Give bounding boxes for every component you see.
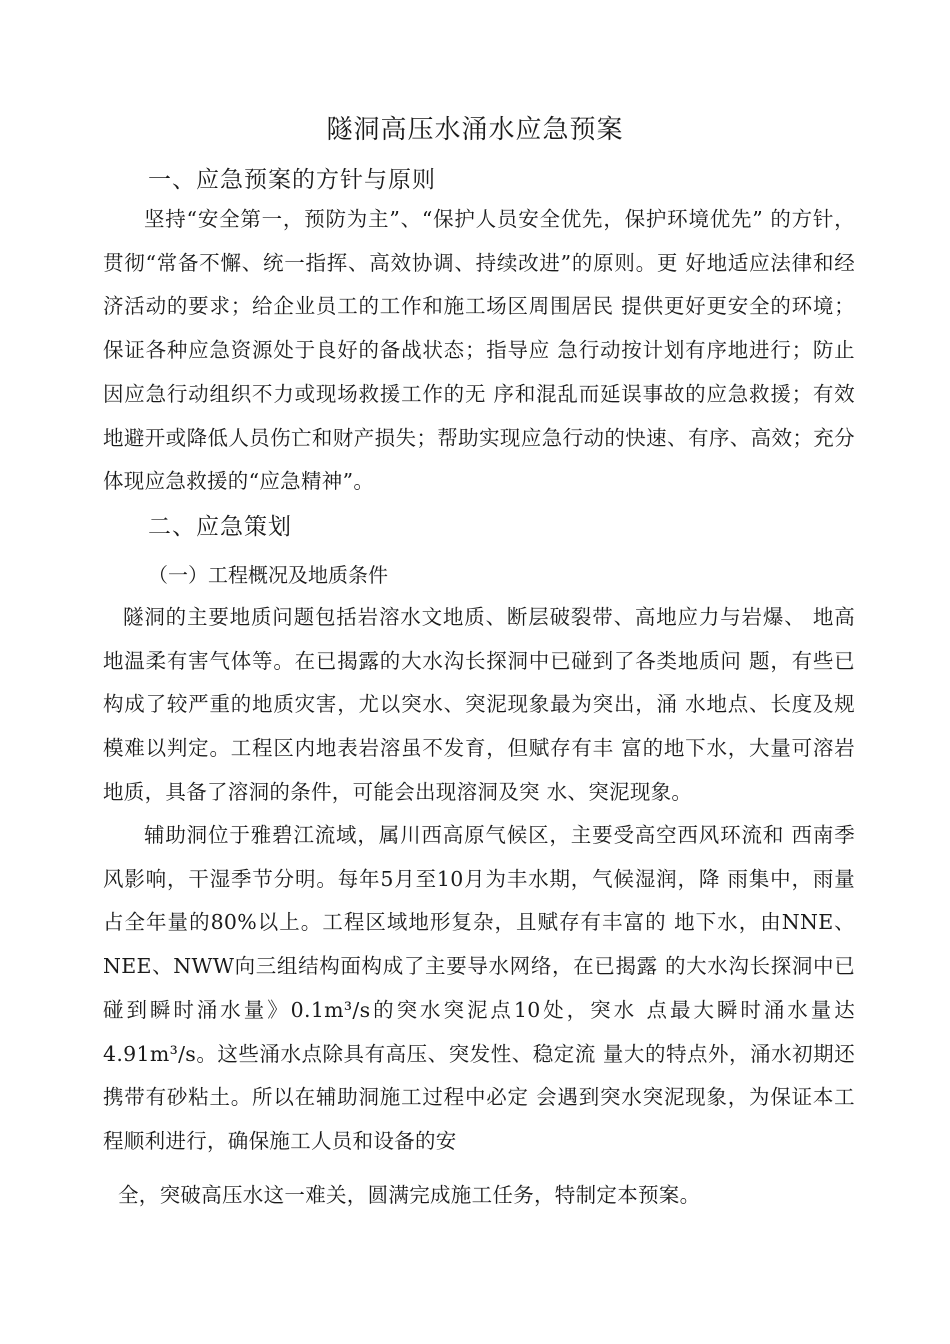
paragraph-principles: 坚持“安全第一，预防为主”、“保护人员安全优先，保护环境优先” 的方针，贯彻“常备不懈、统一指挥、高效协调、持续改进”的原则。更 好地适应法律和经济活动的要求；给企业员工的工作和施工场区周围居民 提供更好更安全的环境；保证各种应急资源处于良好的备战状态；指导应 急行动按计划有序地进行；防止因应急行动组织不力或现场救援工作的无 序和混乱而延误事故的应急救援；有效地避开或降低人员伤亡和财产损失；帮助实现应急行动的快速、有序、高效；充分体现应急救援的“应急精神”。: [103, 207, 855, 494]
paragraph-climate: 辅助洞位于雅碧江流域，属川西高原气候区，主要受高空西风环流和 西南季风影响，干湿季节分明。每年5月至10月为丰水期，气候湿润，降 雨集中，雨量占全年量的80%以上。工程区域地形复杂，且赋存有丰富的 地下水，由NNE、NEE、NWW向三组结构面构成了主要导水网络，在已揭露 的大水沟长探洞中已碰到瞬时涌水量》0.1m³/s的突水突泥点10处，突水 点最大瞬时涌水量达4.91m³/s。这些涌水点除具有高压、突发性、稳定流 量大的特点外，涌水初期还携带有砂粘土。所以在辅助洞施工过程中必定 会遇到突水突泥现象，为保证本工程顺利进行，确保施工人员和设备的安: [103, 823, 855, 1153]
document-title: 隧洞高压水涌水应急预案: [326, 115, 624, 145]
section-heading-principles: 一、应急预案的方针与原则: [148, 167, 436, 193]
subsection-heading-geology: （一）工程概况及地质条件: [148, 563, 388, 587]
paragraph-closing: 全，突破高压水这一难关，圆满完成施工任务，特制定本预案。: [118, 1183, 701, 1207]
section-heading-planning: 二、应急策划: [148, 514, 292, 540]
paragraph-geology: 隧洞的主要地质问题包括岩溶水文地质、断层破裂带、高地应力与岩爆、 地高地温柔有害气体等。在已揭露的大水沟长探洞中已碰到了各类地质问 题，有些已构成了较严重的地质灾害，尤以突水、突泥现象最为突出，涌 水地点、长度及规模难以判定。工程区内地表岩溶虽不发育，但赋存有丰 富的地下水，大量可溶岩地质，具备了溶洞的条件，可能会出现溶洞及突 水、突泥现象。: [103, 605, 855, 804]
